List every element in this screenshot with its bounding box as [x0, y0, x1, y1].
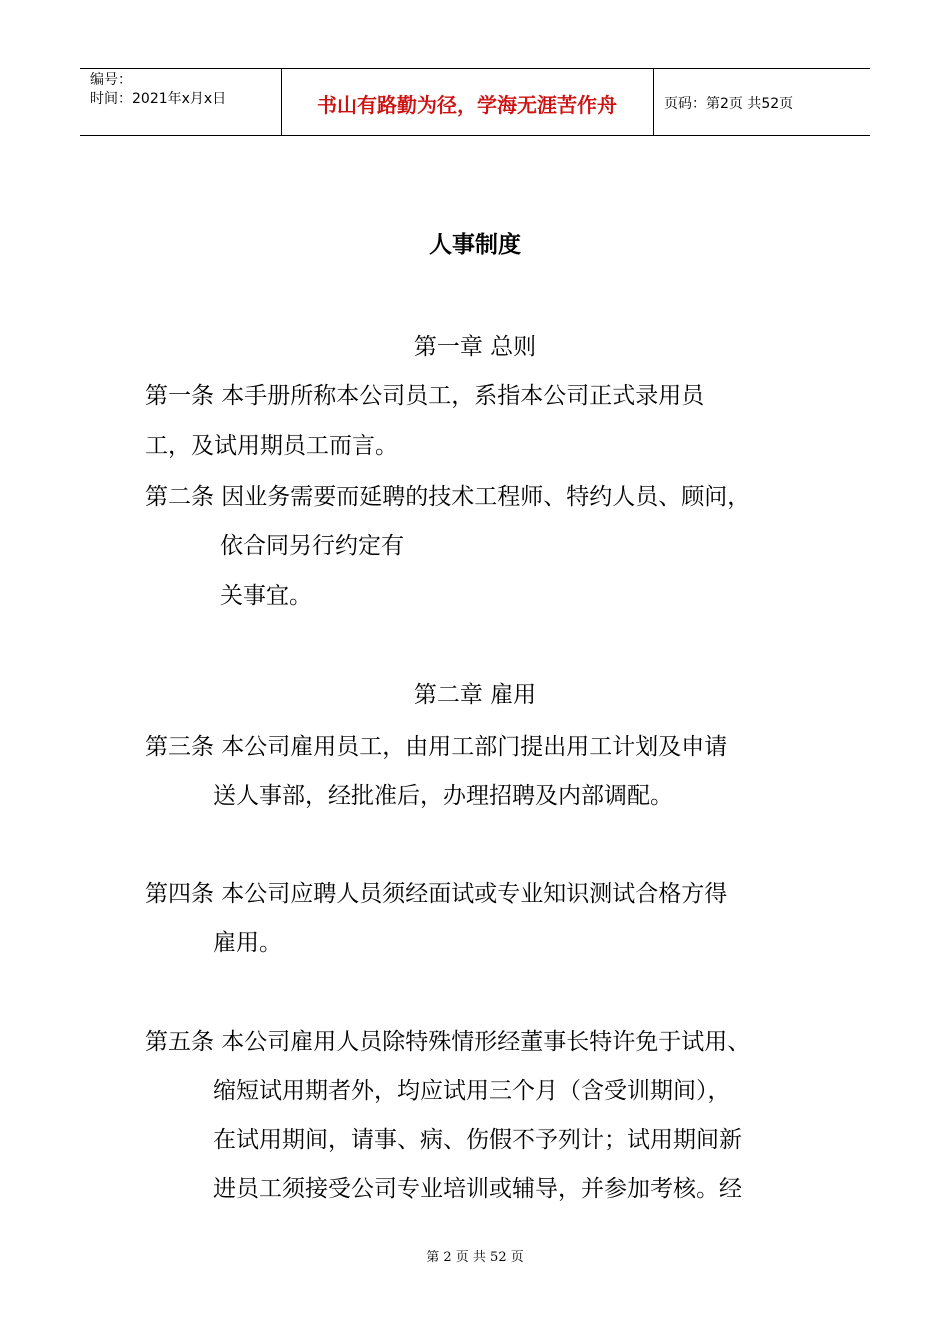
article-line: 第一条 本手册所称本公司员工，系指本公司正式录用员	[145, 383, 705, 409]
article-line: 依合同另行约定有	[220, 533, 404, 559]
header-page-info: 页码：第2页 共52页	[664, 96, 794, 112]
article-line: 送人事部，经批准后，办理招聘及内部调配。	[213, 783, 673, 809]
article-line: 进员工须接受公司专业培训或辅导，并参加考核。经	[213, 1176, 742, 1202]
header-divider	[653, 69, 654, 135]
article-line: 工，及试用期员工而言。	[145, 433, 398, 459]
chapter-heading: 第一章 总则	[413, 334, 537, 360]
document-title: 人事制度	[429, 232, 521, 258]
header-motto: 书山有路勤为径，学海无涯苦作舟	[317, 92, 617, 117]
article-line: 第二条 因业务需要而延聘的技术工程师、特约人员、顾问，	[145, 484, 751, 510]
article-line: 关事宜。	[220, 583, 312, 609]
article-line: 第三条 本公司雇用员工，由用工部门提出用工计划及申请	[145, 734, 728, 760]
header-meta	[90, 71, 226, 109]
article-line: 在试用期间，请事、病、伤假不予列计；试用期间新	[213, 1127, 742, 1153]
time-label: 时间：2021年x月x日	[90, 91, 227, 107]
page-header	[80, 68, 870, 136]
chapter-heading: 第二章 雇用	[413, 682, 537, 708]
article-line: 第五条 本公司雇用人员除特殊情形经董事长特许免于试用、	[145, 1029, 751, 1055]
article-line: 缩短试用期者外，均应试用三个月（含受训期间），	[213, 1078, 731, 1104]
article-line: 雇用。	[213, 930, 282, 956]
page-footer: 第 2 页 共 52 页	[426, 1250, 524, 1265]
number-label: 编号：	[90, 72, 132, 88]
article-line: 第四条 本公司应聘人员须经面试或专业知识测试合格方得	[145, 881, 728, 907]
